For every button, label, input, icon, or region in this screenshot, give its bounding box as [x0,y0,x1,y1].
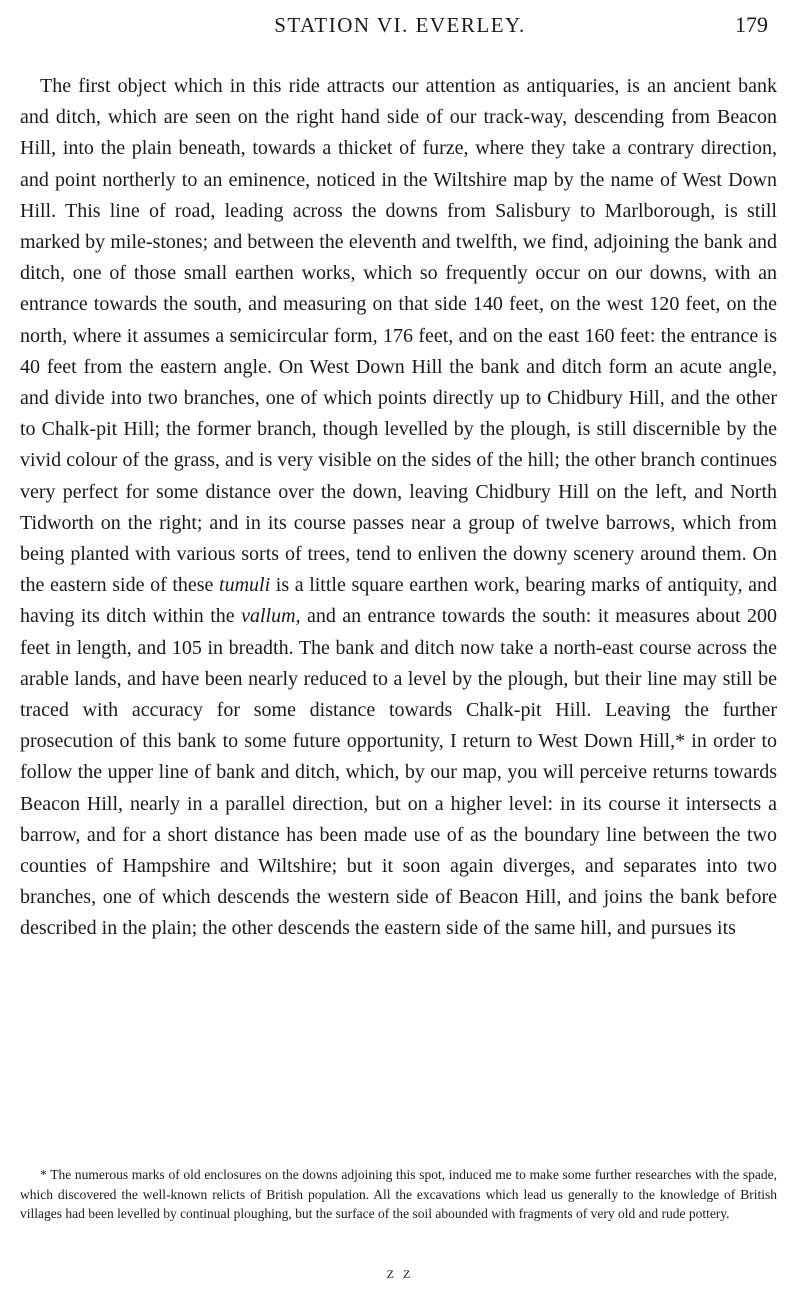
footnote: * The numerous marks of old enclosures on the downs adjoining this spot, induced me to make some further researches with the spade, which discovered the well-known relicts of British population. All the excavations which lead us generally to the knowledge of British villages had been levelled by continual ploughing, but the surface of the soil abounded with fragments of very old and rude pottery. [20,1167,777,1221]
body-text-part-1: The first object which in this ride attracts our attention as antiquaries, is an ancient bank and ditch, which are seen on the right hand side of our track-way, descending from Beacon Hill, into the plain beneath, towards a thicket of furze, where they take a contrary direction, and point northerly to an eminence, noticed in the Wiltshire map by the name of West Down Hill. This line of road, leading across the downs from Salisbury to Marlborough, is still marked by mile-stones; and between the eleventh and twelfth, we find, adjoining the bank and ditch, one of those small earthen works, which so frequently occur on our downs, with an entrance towards the south, and measuring on that side 140 feet, on the west 120 feet, on the north, where it assumes a semicircular form, 176 feet, and on the east 160 feet: the entrance is 40 feet from the eastern angle. On West Down Hill the bank and ditch form an acute angle, and divide into two branches, one of which points directly up to Chidbury Hill, and the other to Chalk-pit Hill; the former branch, though levelled by the plough, is still discernible by the vivid colour of the grass, and is very visible on the sides of the hill; the other branch continues very perfect for some distance over the down, leaving Chidbury Hill on the left, and North Tidworth on the right; and in its course passes near a group of twelve barrows, which from being planted with various sorts of trees, tend to enliven the downy scenery around them. On the eastern side of these [20,75,777,597]
italic-word-tumuli: tumuli [219,574,271,597]
italic-word-vallum: vallum, [241,605,301,628]
signature-mark: Z Z [386,1267,414,1281]
page-number: 179 [735,12,768,37]
body-paragraph [20,71,777,945]
body-text-part-3: and an entrance towards the south: it measures about 200 feet in length, and 105 in breadth. The bank and ditch now take a north-east course across the arable lands, and have been nearly reduced to a level by the plough, but their line may still be traced with accuracy for some distance towards Chalk-pit Hill. Leaving the further prosecution of this bank to some future opportunity, I return to West Down Hill,* in order to follow the upper line of bank and ditch, which, by our map, you will perceive returns towards Beacon Hill, nearly in a parallel direction, but on a higher level: in its course it intersects a barrow, and for a short distance has been made use of as the boundary line between the two counties of Hampshire and Wiltshire; but it soon again diverges, and separates into two branches, one of which descends the western side of Beacon Hill, and joins the bank before described in the plain; the other descends the eastern side of the same hill, and pursues its [20,605,778,940]
body-text-part-2: is a little square earthen work, bearing marks of antiquity, and having its ditch within the [20,574,777,628]
running-head [20,10,780,40]
running-title: STATION VI. EVERLEY. [274,13,526,37]
